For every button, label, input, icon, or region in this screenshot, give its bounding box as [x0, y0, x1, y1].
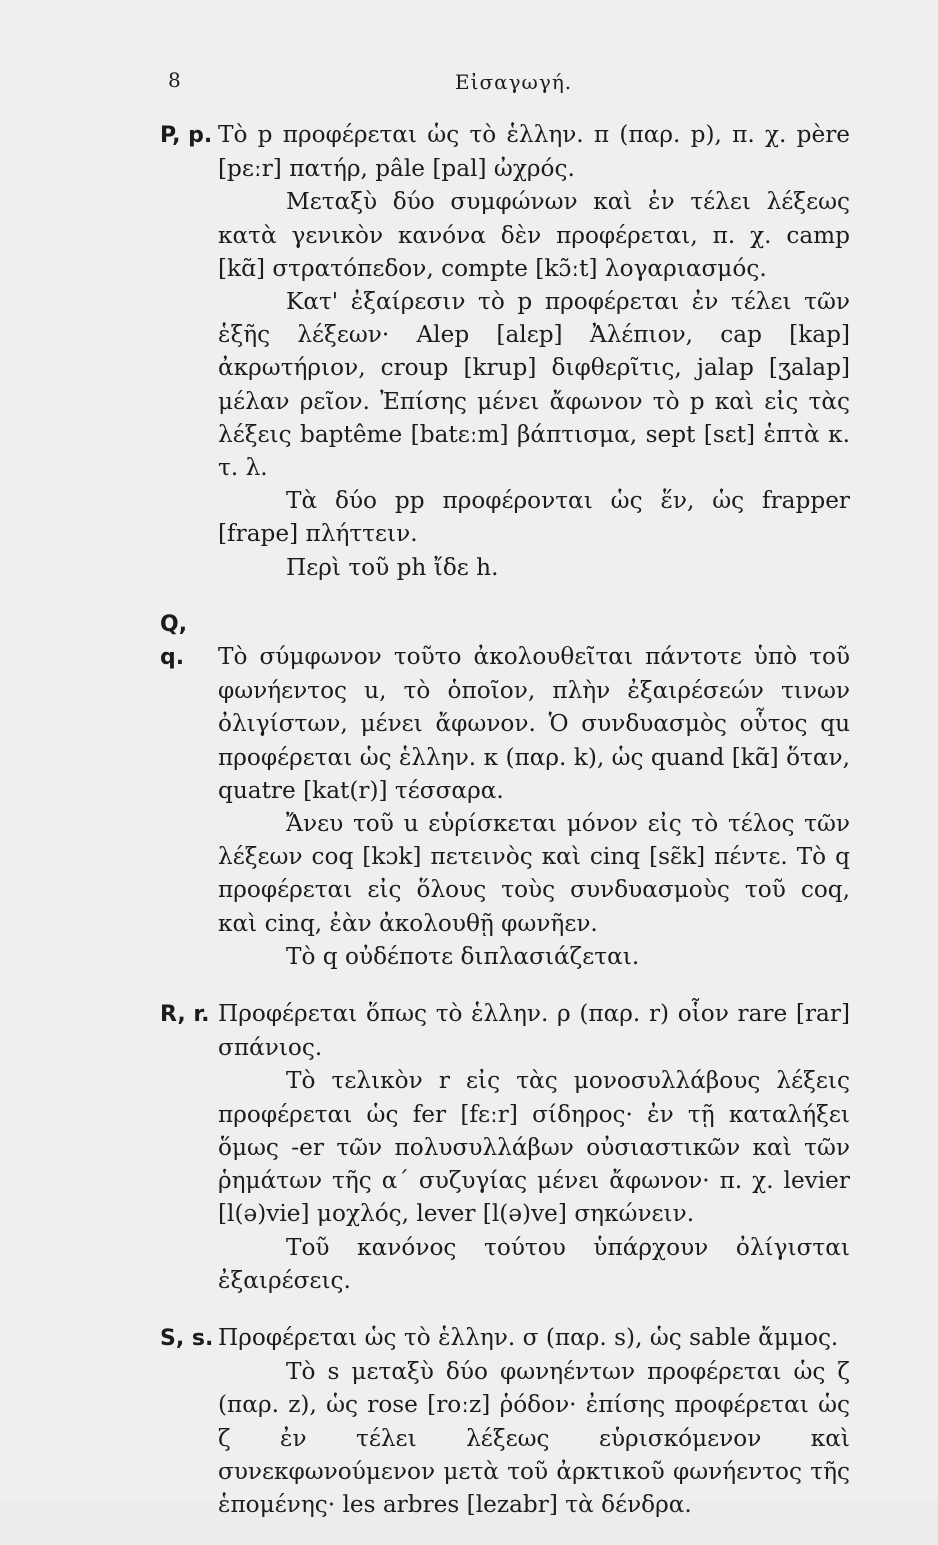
paragraph: Τὸ τελικὸν r εἰς τὰς μονοσυλλάβους λέξεις προφέρεται ὡς fer [fɛːr] σίδηρος· ἐν τῇ καταλήξει ὅμως -er τῶν πολυσυλλάβων οὐσιαστικῶν καὶ τῶν ῥημάτων τῆς α΄ συζυγίας μένει ἄφωνον· π. χ. levier [l(ə)vie] μοχλός, lever [l(ə)ve] σηκώνειν.: [218, 1067, 850, 1228]
paragraph: Μεταξὺ δύο συμφώνων καὶ ἐν τέλει λέξεως κατὰ γενικὸν κανόνα δὲν προφέρεται, π. χ. camp [kɑ̃] στρατόπεδον, compte [kɔ̃ːt] λογαριασμός.: [218, 188, 850, 282]
page-content: [160, 118, 850, 1545]
paragraph: Κατ' ἐξαίρεσιν τὸ p προφέρεται ἐν τέλει τῶν ἑξῆς λέξεων· Alep [alɛp] Ἀλέπιον, cap [kap] ἀκρωτήριον, croup [krup] διφθερῖτις, jalap [ʒalap] μέλαν ρεῖον. Ἐπίσης μένει ἄφωνον τὸ p καὶ εἰς τὰς λέξεις baptême [batɛːm] βάπτισμα, sept [sɛt] ἑπτὰ κ. τ. λ.: [218, 288, 850, 482]
running-head: Εἰσαγωγή.: [455, 70, 573, 94]
paragraph: Τὸ q οὐδέποτε διπλασιάζεται.: [286, 942, 640, 970]
entry-letter: R, r.: [160, 1002, 210, 1028]
entry-paragraph: [160, 118, 850, 185]
paragraph-text: Τὸ p προφέρεται ὡς τὸ ἑλλην. π (παρ. p), π. χ. père [pɛːr] πατήρ, pâle [pal] ὠχρός.: [218, 121, 850, 183]
entry-paragraph: [160, 1321, 850, 1355]
paragraph: Περὶ τοῦ ph ἴδε h.: [286, 553, 499, 581]
paragraph-text: Προφέρεται ὅπως τὸ ἑλλην. ρ (παρ. r) οἷον rare [rar] σπάνιος.: [218, 1000, 850, 1062]
paragraph: Τὸ s μεταξὺ δύο φωνηέντων προφέρεται ὡς ζ (παρ. z), ὡς rose [roːz] ῥόδον· ἐπίσης προφέρεται ὡς ζ ἐν τέλει λέξεως εὑρισκόμενον καὶ συνεκφωνούμενον μετὰ τοῦ ἀρκτικοῦ φωνήεντος τῆς ἑπομένης· les arbres [lezabr] τὰ δένδρα.: [218, 1358, 850, 1518]
paragraph: Τοῦ κανόνος τούτου ὑπάρχουν ὀλίγισται ἐξαιρέσεις.: [218, 1233, 850, 1294]
section-q: [160, 608, 850, 973]
entry-paragraph: [160, 997, 850, 1064]
entry-letter: S, s.: [160, 1325, 214, 1351]
section-r: [160, 997, 850, 1297]
paragraph: Ἄνευ τοῦ u εὑρίσκεται μόνον εἰς τὸ τέλος τῶν λέξεων coq [kɔk] πετεινὸς καὶ cinq [sɛ̃k] πέντε. Τὸ q προφέρεται εἰς ὅλους τοὺς συνδυασμοὺς τοῦ coq, καὶ cinq, ἐὰν ἀκολουθῇ φωνῆεν.: [218, 810, 850, 937]
paragraph-text: Προφέρεται ὡς τὸ ἑλλην. σ (παρ. s), ὡς sable ἄμμος.: [218, 1323, 839, 1351]
entry-letter: P, p.: [160, 123, 213, 148]
page-number: 8: [168, 68, 181, 92]
entry-letter: Q, q.: [160, 611, 188, 671]
section-p: [160, 118, 850, 584]
paragraph-text: Τὸ σύμφωνον τοῦτο ἀκολουθεῖται πάντοτε ὑπὸ τοῦ φωνήεντος u, τὸ ὁποῖον, πλὴν ἐξαιρέσεών τινων ὀλιγίστων, μένει ἄφωνον. Ὁ συνδυασμὸς οὗτος qu προφέρεται ὡς ἑλλην. κ (παρ. k), ὡς quand [kɑ̃] ὅταν, quatre [kat(r)] τέσσαρα.: [218, 643, 850, 804]
section-s: [160, 1321, 850, 1521]
entry-paragraph: [160, 608, 850, 807]
paragraph: Τὰ δύο pp προφέρονται ὡς ἕν, ὡς frapper [frape] πλήττειν.: [218, 487, 850, 548]
